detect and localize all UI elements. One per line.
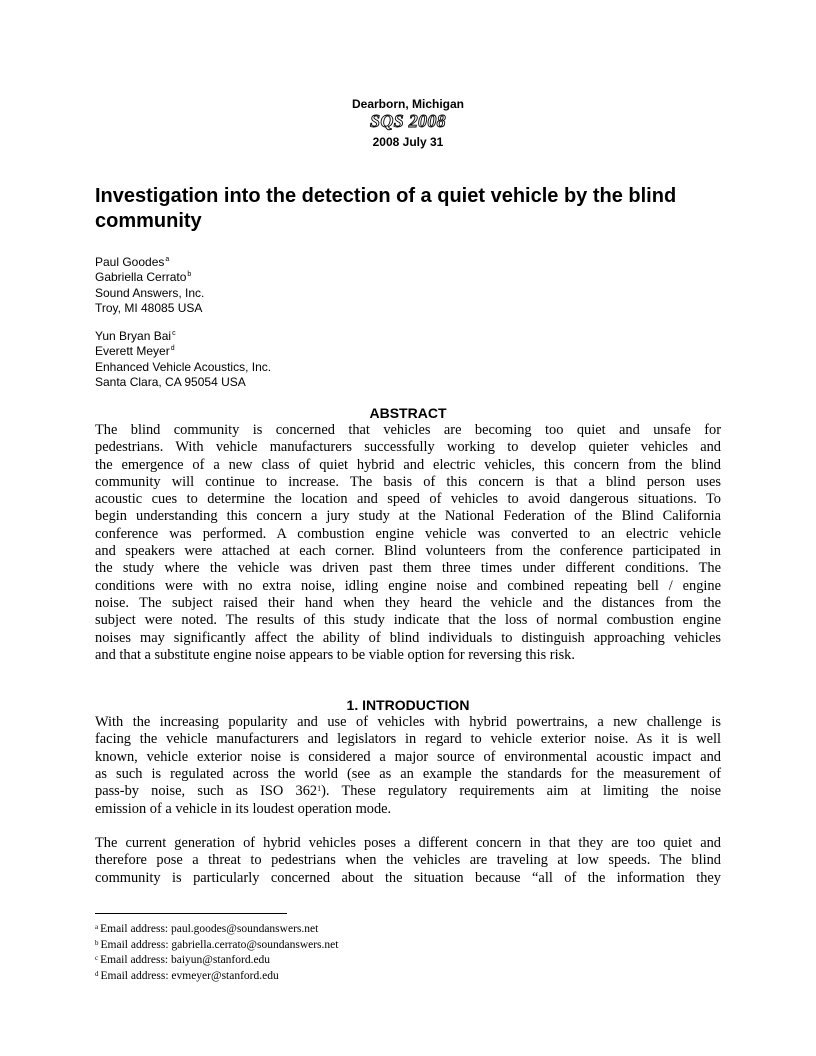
conference-date: 2008 July 31 [372, 135, 444, 149]
text-line: and speakers were attached at each corner. Blind volunteers from the conference participated in [95, 543, 721, 560]
text-line: subject were noted. The results of this study indicate that the loss of normal combustion engine [95, 612, 721, 629]
citation-ref: 1 [317, 784, 322, 794]
text-line: the emergence of a new class of quiet hybrid and electric vehicles, this concern from the blind [95, 456, 721, 473]
text-line: conference was performed. A combustion engine vehicle was converted to an electric vehicle [95, 525, 721, 542]
text-line: known, vehicle exterior noise is considered a major source of environmental acoustic impact and [95, 748, 721, 765]
affiliation-mark: c [172, 330, 176, 337]
text-line: facing the vehicle manufacturers and legislators in regard to vehicle exterior noise. As it is well [95, 731, 721, 748]
text-line: community will continue to increase. The basis of this concern is that a blind person uses [95, 473, 721, 490]
affiliation-mark: d [170, 345, 175, 353]
author-block-2 [95, 329, 271, 390]
author-organization: Sound Answers, Inc. [95, 285, 205, 300]
footnote-divider [95, 913, 287, 914]
footnotes [95, 922, 338, 985]
author-block-1 [95, 255, 204, 316]
footnote: $^d$ Email address: evmeyer@stanford.edu [95, 970, 279, 983]
conference-name: SQS 2008 [370, 111, 446, 131]
text-line: pedestrians. With vehicle manufacturers successfully working to develop quieter vehicles and [95, 439, 721, 456]
author-name: Everett Meyer$^d$ [95, 344, 175, 359]
text-line: begin understanding this concern a jury study at the National Federation of the Blind California [95, 508, 721, 525]
text-line: emission of a vehicle in its loudest operation mode. [95, 801, 392, 818]
text-line: as such is regulated across the world (see as an example the standards for the measurement of [95, 765, 721, 782]
footnote: $^b$ Email address: gabriella.cerrato@soundanswers.net [95, 938, 339, 951]
introduction-paragraph-2 [95, 835, 721, 887]
text-line: noise. The subject raised their hand when they heard the vehicle and the distances from the [95, 594, 721, 611]
author-organization: Enhanced Vehicle Acoustics, Inc. [95, 359, 272, 374]
paper-title: Investigation into the detection of a quiet vehicle by the blind community [95, 185, 677, 232]
author-name: Paul Goodes$^a$ [95, 255, 170, 269]
author-address: Troy, MI 48085 USA [95, 300, 203, 315]
text-line: conditions were with no extra noise, idling engine noise and combined repeating bell / engine [95, 577, 721, 594]
affiliation-mark: b [187, 271, 192, 279]
abstract-text [95, 422, 721, 664]
text-line: pass-by noise, such as ISO $362^1$). These regulatory requirements aim at limiting the noise [95, 783, 721, 800]
text-line: With the increasing popularity and use of vehicles with hybrid powertrains, a new challenge is [95, 714, 721, 730]
affiliation-mark: a [165, 256, 170, 263]
text-line: and that a substitute engine noise appears to be viable option for reversing this risk. [95, 646, 575, 663]
author-address: Santa Clara, CA 95054 USA [95, 374, 246, 389]
introduction-paragraph-1 [95, 714, 721, 819]
footnote: $^c$ Email address: baiyun@stanford.edu [95, 954, 271, 967]
text-line: therefore pose a threat to pedestrians when the vehicles are traveling at low speeds. The blind [95, 852, 721, 869]
text-line: community is particularly concerned about the situation because “all of the information they [95, 869, 721, 886]
conference-location: Dearborn, Michigan [351, 97, 464, 111]
author-name: Yun Bryan Bai$^c$ [95, 329, 176, 343]
author-name: Gabriella Cerrato$^b$ [95, 270, 192, 285]
text-line: the study where the vehicle was driven past them three times under different conditions. The [95, 560, 721, 577]
text-line: noises may significantly affect the ability of blind individuals to distinguish approaching vehicles [95, 629, 721, 646]
footnote: $^a$ Email address: paul.goodes@soundanswers.net [95, 923, 319, 935]
text-line: acoustic cues to determine the location and speed of vehicles to avoid dangerous situations. To [95, 491, 721, 508]
text-line: The current generation of hybrid vehicles poses a different concern in that they are too quiet and [95, 835, 721, 851]
text-line: The blind community is concerned that vehicles are becoming too quiet and unsafe for [95, 422, 721, 438]
introduction-heading: 1. INTRODUCTION [346, 697, 470, 713]
abstract-heading: ABSTRACT [369, 405, 447, 421]
